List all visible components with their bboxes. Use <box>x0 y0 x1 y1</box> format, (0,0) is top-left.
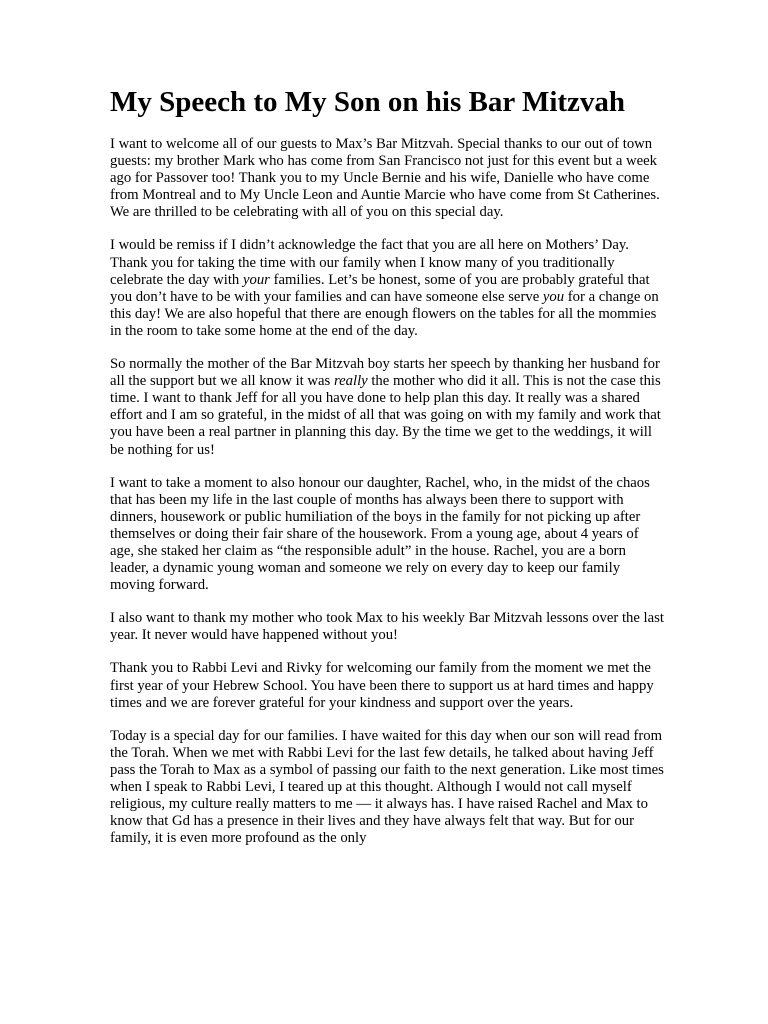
document-title: My Speech to My Son on his Bar Mitzvah <box>110 86 626 118</box>
emphasis-text: really <box>333 373 368 390</box>
document-page <box>110 86 666 863</box>
paragraph-text: I want to take a moment to also honour our daughter, Rachel, who, in the midst of the chaos that has been my life in the last couple of months has always been there to support with dinners, housework or public humiliation of the boys in the family for not picking up after themselves or doing their fair share of the housework. From a young age, about 4 years of age, she staked her claim as “the responsible adult” in the house. Rachel, you are a born leader, a dynamic young woman and someone we rely on every day to keep our family moving forward. <box>110 474 650 594</box>
paragraph-text: Today is a special day for our families. I have waited for this day when our son will read from the Torah. When we met with Rabbi Levi for the last few details, he talked about having Jeff pass the Torah to Max as a symbol of passing our faith to the next generation. Like most times when I speak to Rabbi Levi, I teared up at this thought. Although I would not call myself religious, my culture really matters to me — it always has. I have raised Rachel and Max to know that Gd has a presence in their lives and they have always felt that way. But for our family, it is even more profound as the only <box>110 727 664 847</box>
paragraph-text: I want to welcome all of our guests to Max’s Bar Mitzvah. Special thanks to our out of town guests: my brother Mark who has come from San Francisco not just for this event but a week ago for Passover too! Thank you to my Uncle Bernie and his wife, Danielle who have come from Montreal and to My Uncle Leon and Auntie Marcie who have come from St Catherines. We are thrilled to be celebrating with all of you on this special day. <box>110 136 660 221</box>
body-paragraph <box>110 356 666 459</box>
paragraph-text: Thank you to Rabbi Levi and Rivky for welcoming our family from the moment we met the first year of your Hebrew School. You have been there to support us at hard times and happy times and we are forever grateful for your kindness and support over the years. <box>110 660 654 711</box>
paragraph-text: the mother who did it all. This is not the case this time. I want to thank Jeff for all you have done to help plan this day. It really was a shared effort and I am so grateful, in the midst of all that was going on with my family and work that you have been a real partner in planning this day. By the time we get to the weddings, it will be nothing for us! <box>110 373 661 458</box>
paragraph-text: So normally the mother of the Bar Mitzvah boy starts her speech by thanking her husband for all the support but we all know it was <box>110 356 660 390</box>
paragraph-text: I would be remiss if I didn’t acknowledge the fact that you are all here on Mothers’ Day. Thank you for taking the time with our family when I know many of you traditionally celebrate the day with <box>110 237 629 288</box>
paragraph-text: families. Let’s be honest, some of you are probably grateful that you don’t have to be with your families and can have someone else serve <box>110 271 650 305</box>
document-body <box>110 136 666 847</box>
body-paragraph <box>110 610 666 644</box>
body-paragraph <box>110 136 666 221</box>
paragraph-text: for a change on this day! We are also hopeful that there are enough flowers on the tables for all the mommies in the room to take some home at the end of the day. <box>110 288 659 339</box>
emphasis-text: you <box>542 288 565 305</box>
paragraph-text: I also want to thank my mother who took Max to his weekly Bar Mitzvah lessons over the last year. It never would have happened without you! <box>110 610 664 644</box>
emphasis-text: your <box>242 271 270 288</box>
body-paragraph <box>110 237 666 340</box>
body-paragraph <box>110 475 666 595</box>
body-paragraph <box>110 728 666 848</box>
body-paragraph <box>110 660 666 711</box>
